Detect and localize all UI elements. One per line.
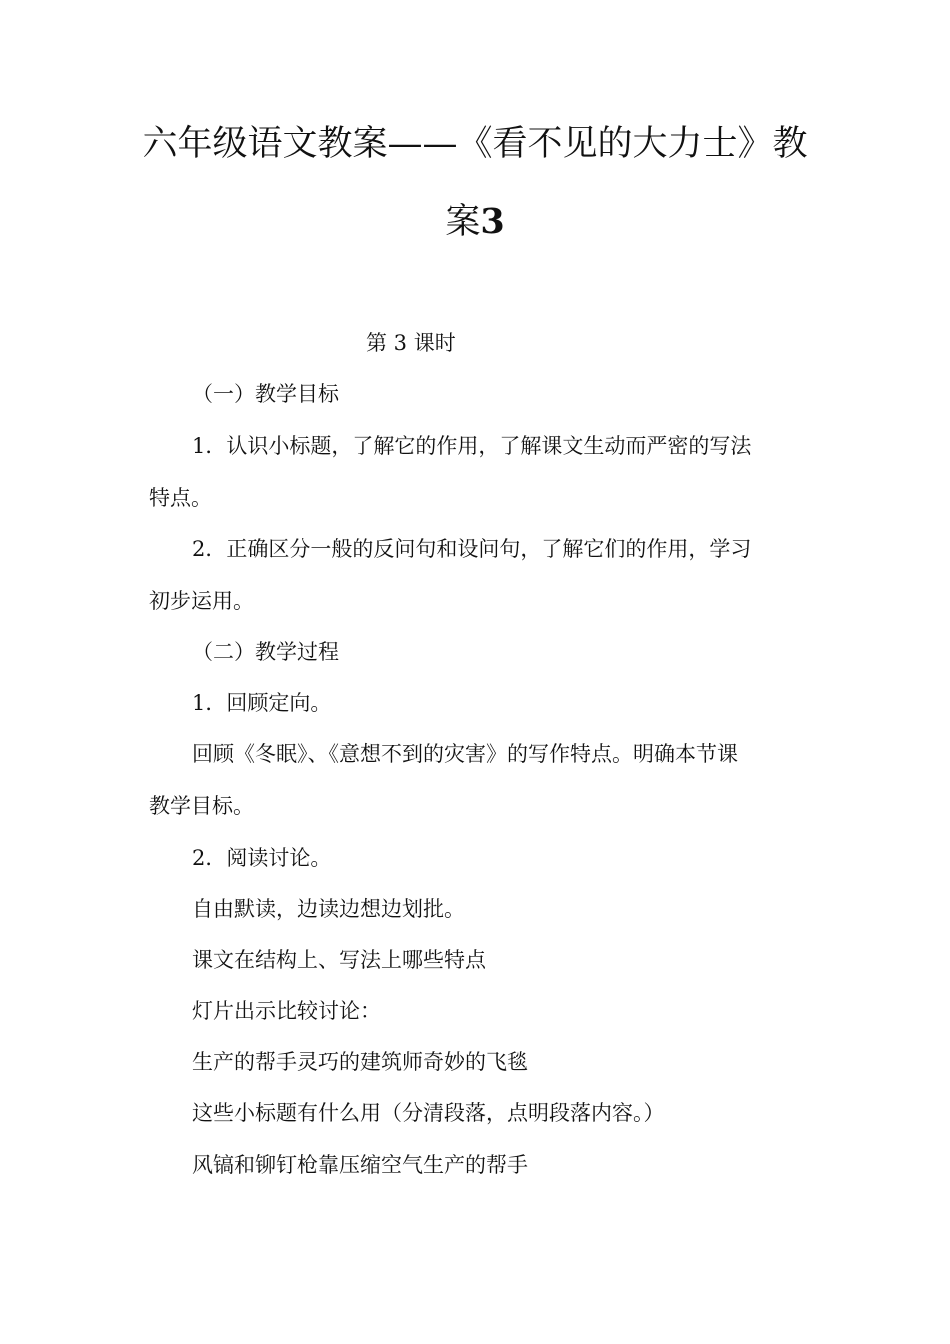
paragraph-line: 自由默读，边读边想边划批。 [192, 897, 465, 921]
paragraph-line: 风镐和铆钉枪靠压缩空气生产的帮手 [192, 1153, 528, 1177]
document-title-line-2 [120, 202, 830, 242]
lesson-heading: 第 3 课时 [366, 331, 456, 355]
paragraph-line: 2．正确区分一般的反问句和设问句，了解它们的作用，学习 [192, 537, 752, 561]
paragraph-line: 灯片出示比较讨论： [192, 999, 381, 1023]
paragraph-line: 特点。 [149, 486, 212, 510]
paragraph-line: 课文在结构上、写法上哪些特点 [192, 948, 486, 972]
paragraph-line: 2．阅读讨论。 [192, 846, 332, 870]
document-title-line-1: 六年级语文教案——《看不见的大力士》教 [142, 124, 808, 164]
paragraph-line: 1．回顾定向。 [192, 691, 332, 715]
paragraph-line: 教学目标。 [149, 794, 254, 818]
section-heading-goals: （一）教学目标 [192, 382, 339, 406]
section-heading-process: （二）教学过程 [192, 640, 339, 664]
paragraph-line: 这些小标题有什么用（分清段落，点明段落内容。） [192, 1101, 665, 1125]
paragraph-line: 1．认识小标题，了解它的作用，了解课文生动而严密的写法 [192, 434, 752, 458]
title-word: 案 [445, 202, 481, 242]
paragraph-line: 初步运用。 [149, 589, 254, 613]
paragraph-line: 回顾《冬眠》、《意想不到的灾害》的写作特点。明确本节课 [192, 742, 738, 766]
paragraph-line: 生产的帮手灵巧的建筑师奇妙的飞毯 [192, 1050, 528, 1074]
title-number: 3 [480, 201, 505, 242]
